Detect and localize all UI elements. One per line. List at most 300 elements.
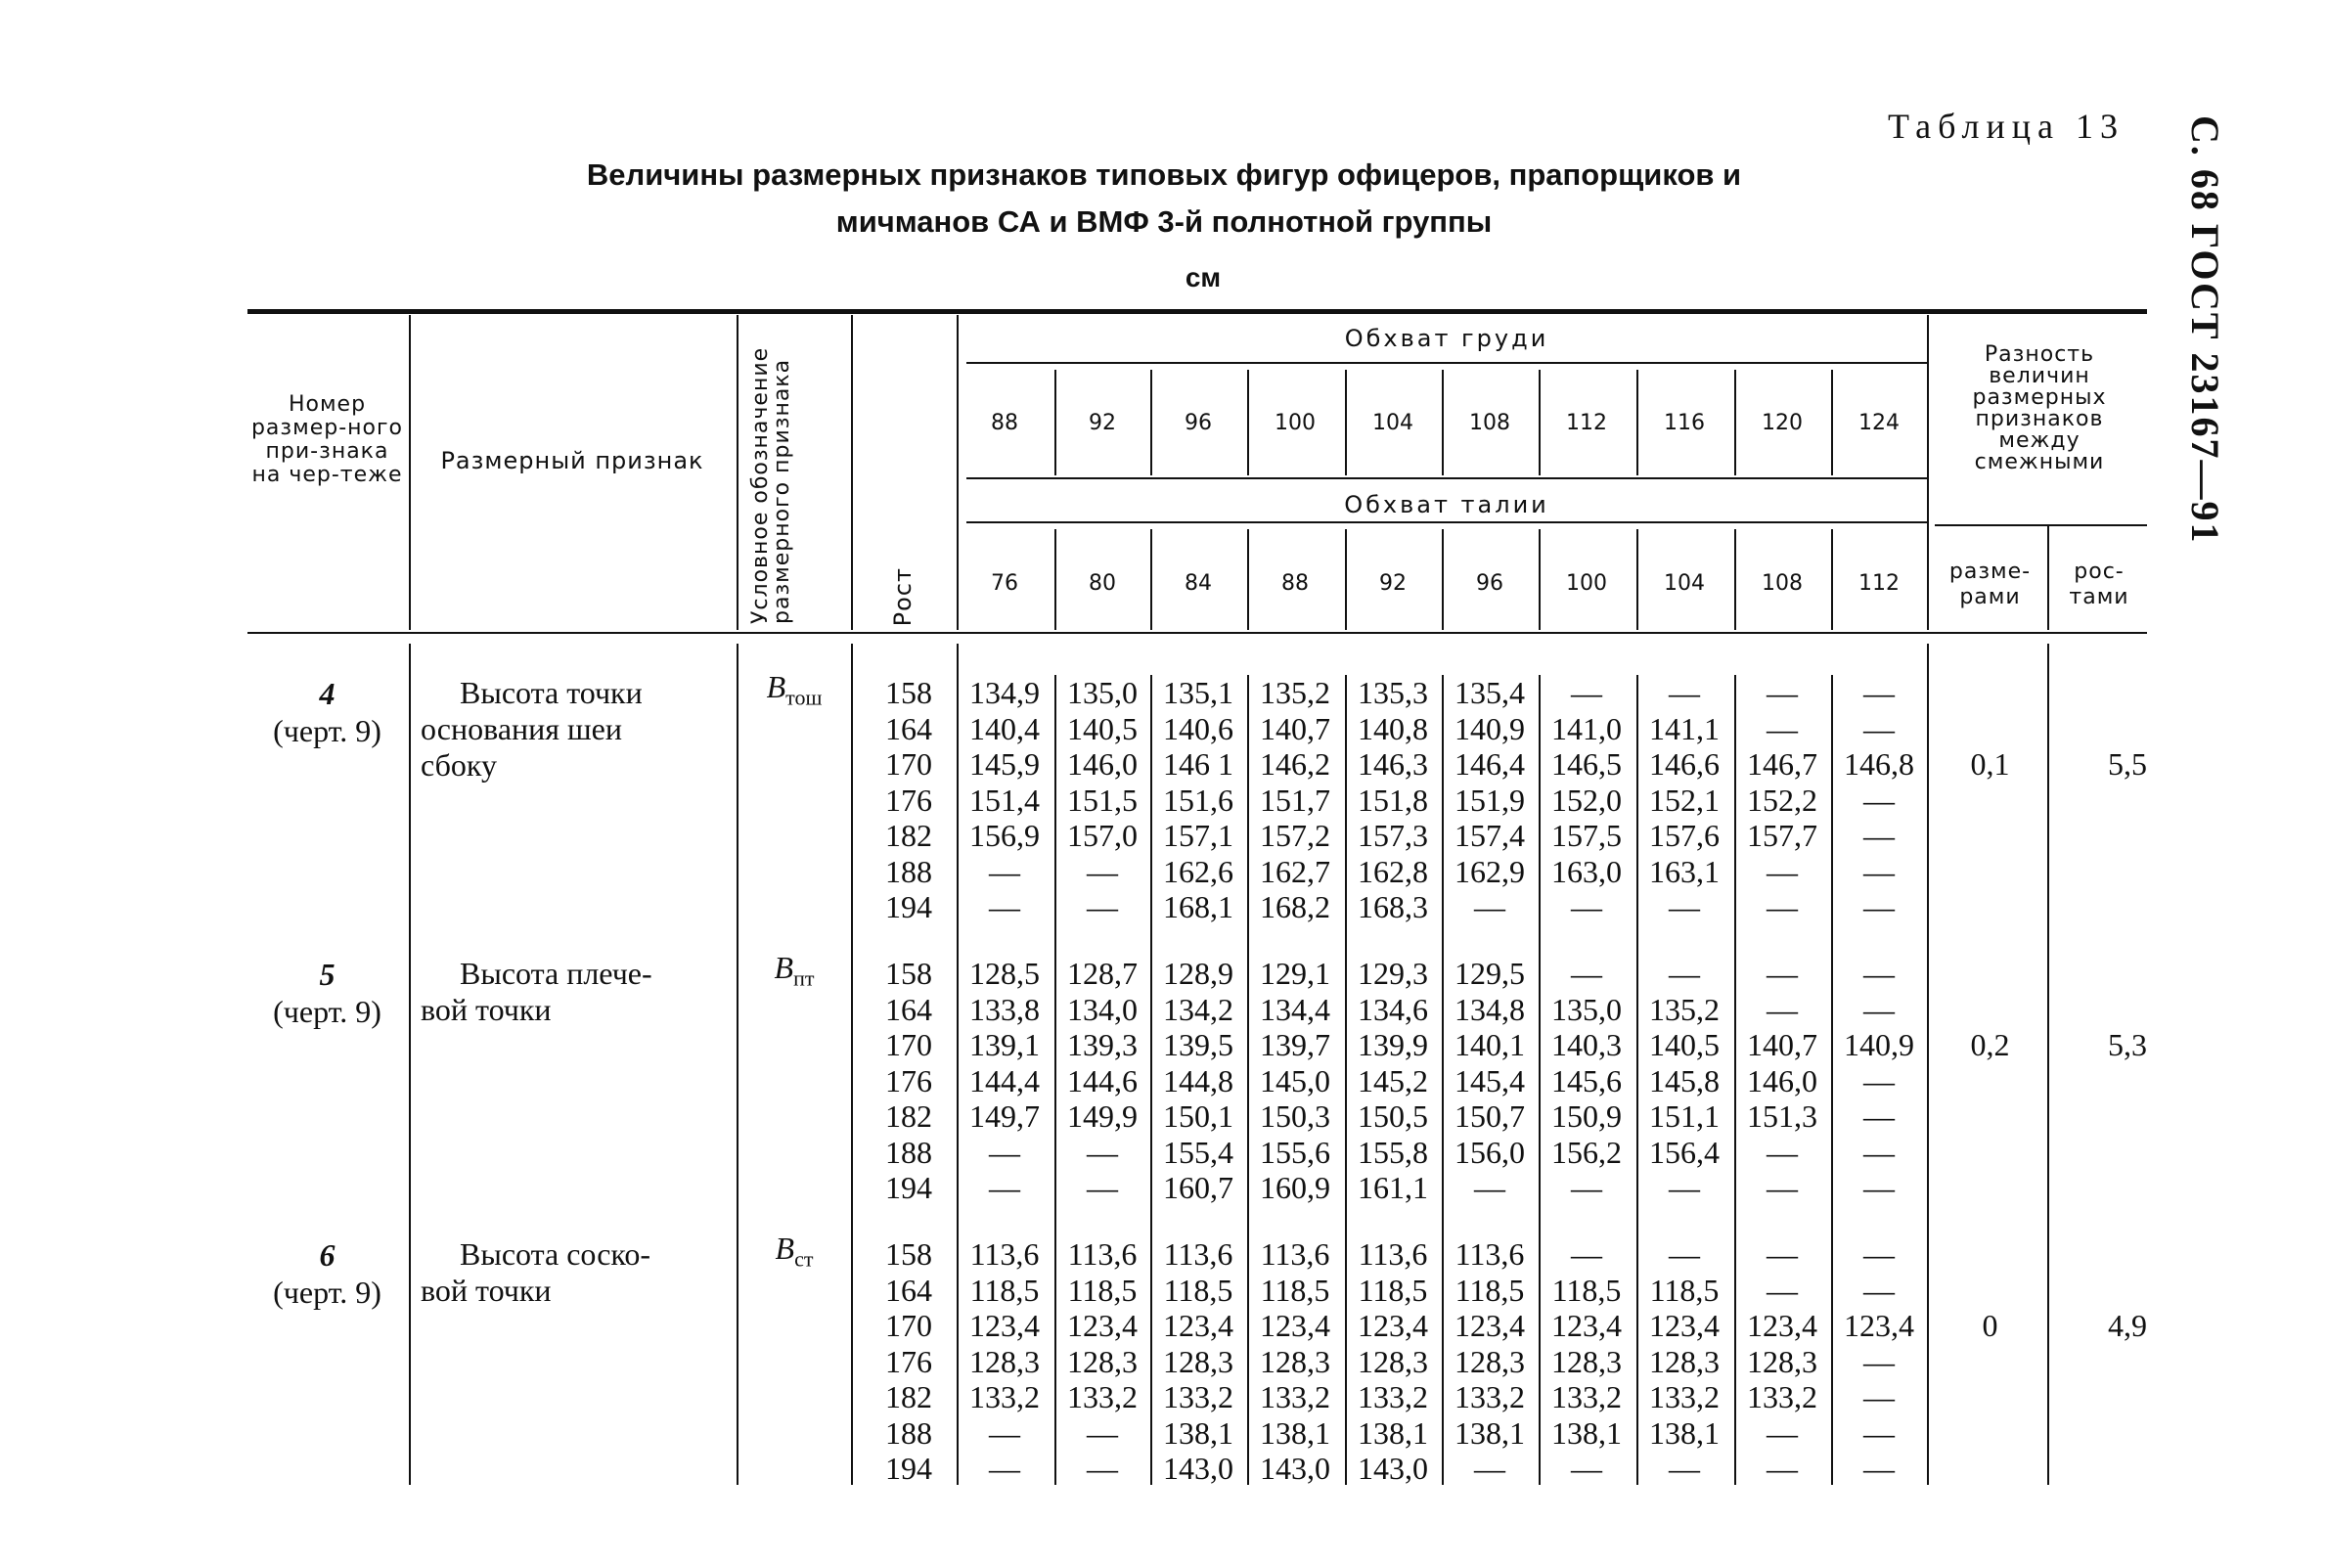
value-cell: 123,4 (969, 1308, 1040, 1343)
height-value: 158 (885, 675, 932, 710)
value-cell: 133,2 (1551, 1379, 1622, 1414)
value-cell: 123,4 (1551, 1308, 1622, 1343)
height-values (861, 1236, 957, 1487)
value-column (1345, 675, 1441, 925)
value-cell: 134,2 (1163, 991, 1233, 1027)
value-cell: 118,5 (1358, 1272, 1428, 1308)
header-vline (1927, 315, 1929, 630)
header-symbol-cell (741, 323, 847, 624)
value-cell: 128,3 (1454, 1343, 1525, 1379)
value-column (1054, 1236, 1150, 1487)
value-cell: 139,1 (969, 1027, 1040, 1062)
height-value: 176 (885, 782, 932, 818)
value-cell: 146 1 (1163, 746, 1233, 782)
value-cell: 133,2 (1747, 1379, 1817, 1414)
value-cell: 162,8 (1358, 853, 1428, 889)
value-column (1150, 675, 1246, 925)
height-value: 170 (885, 746, 932, 782)
value-cell: 128,3 (1551, 1343, 1622, 1379)
value-cell: — (1087, 1134, 1118, 1170)
value-cell: — (1087, 1414, 1118, 1451)
value-cell: — (1863, 1272, 1895, 1308)
value-cell: 123,4 (1067, 1308, 1138, 1343)
value-cell: 157,2 (1260, 818, 1330, 853)
height-value: 188 (885, 1414, 932, 1451)
value-cell: 141,0 (1551, 710, 1622, 746)
value-column (1345, 1236, 1441, 1487)
feature-number (247, 1236, 407, 1311)
value-cell: 162,6 (1163, 853, 1233, 889)
table-title (489, 152, 1839, 246)
feature-name-line: вой точки (421, 1273, 552, 1308)
diff-by-size: 0 (1982, 1308, 1998, 1343)
value-cell: — (1474, 1451, 1505, 1486)
value-cell: 144,4 (969, 1062, 1040, 1098)
height-value: 164 (885, 710, 932, 746)
value-cell: 113,6 (1067, 1236, 1138, 1272)
header-vline (409, 315, 411, 630)
value-cell: 133,2 (1163, 1379, 1233, 1414)
value-cell: 143,0 (1163, 1451, 1233, 1486)
feature-drawing-ref: (черт. 9) (273, 1275, 381, 1310)
value-cell: 128,3 (1067, 1343, 1138, 1379)
value-cell: — (1571, 889, 1602, 924)
value-cell: 138,1 (1358, 1414, 1428, 1451)
value-cell: — (1087, 1170, 1118, 1205)
value-cell: 138,1 (1551, 1414, 1622, 1451)
waist-value: 108 (1762, 571, 1803, 596)
value-cell: 140,6 (1163, 710, 1233, 746)
value-cell: 139,7 (1260, 1027, 1330, 1062)
value-cell: 128,3 (1260, 1343, 1330, 1379)
value-cell: — (1669, 889, 1700, 924)
header-diff-group: Разность величин размерных признаков между смежными (1972, 342, 2107, 474)
value-cell: 155,8 (1358, 1134, 1428, 1170)
height-value: 182 (885, 1098, 932, 1134)
feature-number-value: 5 (319, 957, 336, 992)
value-cell: 156,0 (1454, 1134, 1525, 1170)
value-cell: 157,0 (1067, 818, 1138, 853)
value-cell: 128,3 (1358, 1343, 1428, 1379)
value-cell: 133,2 (1358, 1379, 1428, 1414)
feature-symbol-subscript: тош (785, 685, 823, 710)
feature-name-line: Высота плече- (460, 956, 652, 991)
waist-value: 84 (1185, 571, 1212, 596)
value-cell: 135,0 (1067, 675, 1138, 710)
value-cell: 140,8 (1358, 710, 1428, 746)
value-cell: 168,1 (1163, 889, 1233, 924)
waist-value: 88 (1281, 571, 1309, 596)
value-cell: 162,7 (1260, 853, 1330, 889)
value-column (1054, 675, 1150, 925)
value-cell: 128,7 (1067, 956, 1138, 991)
header-waist-group: Обхват талии (1344, 491, 1549, 518)
value-cell: 146,0 (1067, 746, 1138, 782)
value-cell: 135,2 (1649, 991, 1720, 1027)
value-cell: — (1863, 818, 1895, 853)
value-cell: — (1669, 1236, 1700, 1272)
value-cell: 146,3 (1358, 746, 1428, 782)
value-column (1150, 1236, 1246, 1487)
value-column (1539, 1236, 1634, 1487)
value-column (1636, 675, 1732, 925)
value-cell: 152,2 (1747, 782, 1817, 818)
header-vline (851, 315, 853, 630)
value-cell: — (1863, 991, 1895, 1027)
height-value: 194 (885, 1170, 932, 1205)
value-cell: 123,4 (1358, 1308, 1428, 1343)
value-cell: 162,9 (1454, 853, 1525, 889)
value-column (1539, 675, 1634, 925)
height-value: 194 (885, 889, 932, 924)
value-cell: 138,1 (1163, 1414, 1233, 1451)
value-cell: — (989, 889, 1020, 924)
value-cell: 151,8 (1358, 782, 1428, 818)
value-cell: 145,2 (1358, 1062, 1428, 1098)
value-cell: 157,5 (1551, 818, 1622, 853)
value-cell: 113,6 (1260, 1236, 1330, 1272)
table-label: Таблица 13 (1888, 107, 2125, 146)
feature-symbol-subscript: ст (794, 1246, 814, 1272)
feature-symbol-base: В (774, 950, 794, 985)
value-cell: 128,3 (1163, 1343, 1233, 1379)
body-vline (2047, 644, 2049, 1485)
value-cell: 163,1 (1649, 853, 1720, 889)
value-cell: — (1863, 1451, 1895, 1486)
waist-value: 112 (1858, 571, 1900, 596)
value-cell: 151,5 (1067, 782, 1138, 818)
chest-value: 96 (1185, 411, 1212, 435)
diff-by-height: 5,3 (2108, 1027, 2147, 1062)
value-cell: 129,5 (1454, 956, 1525, 991)
value-cell: — (1863, 710, 1895, 746)
value-cell: 145,9 (969, 746, 1040, 782)
waist-value: 100 (1566, 571, 1607, 596)
header-feature: Размерный признак (440, 447, 704, 474)
value-cell: 145,8 (1649, 1062, 1720, 1098)
height-value: 182 (885, 1379, 932, 1414)
value-cell: 155,6 (1260, 1134, 1330, 1170)
feature-symbol (741, 1231, 847, 1272)
feature-drawing-ref: (черт. 9) (273, 994, 381, 1029)
chest-values-rule (966, 477, 1927, 479)
value-column (1247, 956, 1343, 1206)
value-cell: 135,1 (1163, 675, 1233, 710)
value-cell: 129,3 (1358, 956, 1428, 991)
value-cell: 151,6 (1163, 782, 1233, 818)
value-cell: 150,7 (1454, 1098, 1525, 1134)
value-cell: 140,9 (1844, 1027, 1914, 1062)
value-cell: 123,4 (1454, 1308, 1525, 1343)
title-line-1: Величины размерных признаков типовых фигур офицеров, прапорщиков и (586, 157, 1742, 192)
value-cell: 128,5 (969, 956, 1040, 991)
value-cell: 144,8 (1163, 1062, 1233, 1098)
value-cell: 123,4 (1649, 1308, 1720, 1343)
value-cell: 133,2 (1067, 1379, 1138, 1414)
chest-group-rule (966, 362, 1927, 364)
value-cell: — (1474, 889, 1505, 924)
feature-name-line: сбоку (421, 747, 497, 783)
value-cell: 134,8 (1454, 991, 1525, 1027)
value-column (1539, 956, 1634, 1206)
header-vline (2047, 526, 2049, 630)
value-cell: — (1863, 1098, 1895, 1134)
value-cell: 157,6 (1649, 818, 1720, 853)
value-cell: 146,2 (1260, 746, 1330, 782)
value-cell: 156,4 (1649, 1134, 1720, 1170)
value-cell: 156,2 (1551, 1134, 1622, 1170)
feature-symbol (741, 950, 847, 991)
value-cell: 113,6 (1358, 1236, 1428, 1272)
value-cell: 161,1 (1358, 1170, 1428, 1205)
value-cell: 133,2 (969, 1379, 1040, 1414)
header-vline (737, 315, 738, 630)
value-cell: 118,5 (1067, 1272, 1138, 1308)
value-cell: 139,9 (1358, 1027, 1428, 1062)
value-cell: — (1669, 675, 1700, 710)
value-cell: 144,6 (1067, 1062, 1138, 1098)
value-cell: — (1767, 1272, 1798, 1308)
title-line-2: мичманов СА и ВМФ 3-й полнотной группы (835, 204, 1493, 239)
value-cell: 143,0 (1260, 1451, 1330, 1486)
value-cell: 133,2 (1454, 1379, 1525, 1414)
value-cell: 140,7 (1747, 1027, 1817, 1062)
value-cell: 157,1 (1163, 818, 1233, 853)
value-cell: — (1474, 1170, 1505, 1205)
value-cell: 145,4 (1454, 1062, 1525, 1098)
value-cell: 118,5 (1551, 1272, 1622, 1308)
chest-value: 108 (1469, 411, 1510, 435)
feature-number (247, 956, 407, 1030)
value-cell: 123,4 (1163, 1308, 1233, 1343)
waist-value: 92 (1379, 571, 1407, 596)
header-symbol: Условное обозначение размерного признака (748, 346, 794, 624)
value-cell: 160,9 (1260, 1170, 1330, 1205)
feature-name-line: Высота точки (460, 675, 643, 710)
value-cell: — (1087, 889, 1118, 924)
value-cell: 128,3 (969, 1343, 1040, 1379)
value-cell: — (1863, 853, 1895, 889)
value-column (1442, 956, 1538, 1206)
value-cell: 140,5 (1649, 1027, 1720, 1062)
value-cell: 134,6 (1358, 991, 1428, 1027)
chest-value: 124 (1858, 411, 1900, 435)
value-cell: 146,5 (1551, 746, 1622, 782)
value-cell: — (1767, 853, 1798, 889)
value-column (1734, 675, 1830, 925)
value-cell: 128,3 (1649, 1343, 1720, 1379)
value-cell: 134,4 (1260, 991, 1330, 1027)
value-cell: 155,4 (1163, 1134, 1233, 1170)
feature-name-line: основания шеи (421, 711, 622, 746)
value-cell: — (1863, 956, 1895, 991)
value-cell: — (1863, 675, 1895, 710)
value-cell: 157,7 (1747, 818, 1817, 853)
value-cell: — (1669, 956, 1700, 991)
feature-name-line: вой точки (421, 992, 552, 1027)
value-column (1831, 1236, 1927, 1487)
header-diff-sizes: разме-рами (1948, 560, 2032, 609)
value-cell: 146,8 (1844, 746, 1914, 782)
chest-value: 120 (1762, 411, 1803, 435)
value-cell: 135,2 (1260, 675, 1330, 710)
value-cell: 143,0 (1358, 1451, 1428, 1486)
height-value: 188 (885, 853, 932, 889)
feature-name (421, 675, 734, 784)
feature-name (421, 956, 734, 1028)
chest-value: 104 (1372, 411, 1413, 435)
height-value: 158 (885, 1236, 932, 1272)
value-cell: 146,0 (1747, 1062, 1817, 1098)
value-cell: 151,3 (1747, 1098, 1817, 1134)
header-bottom-rule (247, 632, 2147, 634)
value-cell: 123,4 (1260, 1308, 1330, 1343)
value-column (1734, 956, 1830, 1206)
value-cell: — (1571, 1170, 1602, 1205)
waist-value: 96 (1476, 571, 1503, 596)
diff-by-size: 0,1 (1970, 746, 2010, 782)
value-cell: 134,9 (969, 675, 1040, 710)
value-cell: — (1863, 1236, 1895, 1272)
feature-number-value: 6 (319, 1237, 336, 1273)
value-cell: 156,9 (969, 818, 1040, 853)
value-column (1345, 956, 1441, 1206)
height-value: 194 (885, 1451, 932, 1486)
height-values (861, 956, 957, 1206)
chest-value: 88 (991, 411, 1018, 435)
value-cell: 135,4 (1454, 675, 1525, 710)
value-cell: — (1087, 1451, 1118, 1486)
waist-group-rule (966, 521, 1927, 523)
page-side-header: С. 68 ГОСТ 23167—91 (2183, 115, 2227, 545)
feature-symbol-subscript: пт (793, 965, 815, 991)
value-column (957, 956, 1052, 1206)
value-cell: 168,3 (1358, 889, 1428, 924)
value-cell: 152,1 (1649, 782, 1720, 818)
value-cell: — (1767, 1236, 1798, 1272)
feature-number-value: 4 (319, 676, 336, 711)
value-cell: 157,3 (1358, 818, 1428, 853)
value-cell: 160,7 (1163, 1170, 1233, 1205)
header-diff-heights: рос-тами (2069, 560, 2129, 609)
value-cell: 149,9 (1067, 1098, 1138, 1134)
value-column (957, 675, 1052, 925)
value-cell: 146,7 (1747, 746, 1817, 782)
value-column (1054, 956, 1150, 1206)
value-cell: — (1863, 782, 1895, 818)
value-cell: 149,7 (969, 1098, 1040, 1134)
height-value: 176 (885, 1343, 932, 1379)
value-cell: — (989, 1414, 1020, 1451)
value-cell: — (1571, 675, 1602, 710)
value-cell: — (1767, 956, 1798, 991)
diff-by-size: 0,2 (1970, 1027, 2010, 1062)
value-cell: — (989, 1134, 1020, 1170)
value-cell: — (989, 1170, 1020, 1205)
feature-drawing-ref: (черт. 9) (273, 713, 381, 748)
value-cell: 135,0 (1551, 991, 1622, 1027)
value-cell: 150,1 (1163, 1098, 1233, 1134)
value-cell: 140,9 (1454, 710, 1525, 746)
value-cell: — (1767, 991, 1798, 1027)
value-cell: 151,9 (1454, 782, 1525, 818)
value-cell: 128,3 (1747, 1343, 1817, 1379)
value-cell: 145,6 (1551, 1062, 1622, 1098)
value-cell: 113,6 (1163, 1236, 1233, 1272)
value-cell: 150,5 (1358, 1098, 1428, 1134)
value-cell: 168,2 (1260, 889, 1330, 924)
value-cell: 118,5 (969, 1272, 1040, 1308)
unit-label: см (1185, 262, 1222, 292)
value-cell: 140,4 (969, 710, 1040, 746)
value-cell: 133,8 (969, 991, 1040, 1027)
header-number: Номер размер-ного при-знака на чер-теже (250, 392, 404, 487)
value-cell: 138,1 (1649, 1414, 1720, 1451)
height-value: 182 (885, 818, 932, 853)
value-cell: 113,6 (1454, 1236, 1525, 1272)
value-cell: 139,3 (1067, 1027, 1138, 1062)
feature-name-line: Высота соско- (460, 1236, 650, 1272)
value-cell: — (1863, 1414, 1895, 1451)
chest-value: 116 (1664, 411, 1705, 435)
value-cell: 133,2 (1649, 1379, 1720, 1414)
body-vline (409, 644, 411, 1485)
body-vline (737, 644, 738, 1485)
value-cell: — (1767, 889, 1798, 924)
diff-group-rule (1935, 524, 2147, 526)
value-cell: 151,4 (969, 782, 1040, 818)
waist-value: 80 (1089, 571, 1116, 596)
value-cell: 140,5 (1067, 710, 1138, 746)
value-cell: 157,4 (1454, 818, 1525, 853)
value-cell: — (1767, 1134, 1798, 1170)
value-cell: 152,0 (1551, 782, 1622, 818)
value-cell: — (1767, 710, 1798, 746)
value-cell: — (1863, 1062, 1895, 1098)
value-cell: 118,5 (1260, 1272, 1330, 1308)
height-value: 170 (885, 1027, 932, 1062)
value-column (1636, 956, 1732, 1206)
height-value: 170 (885, 1308, 932, 1343)
value-cell: 163,0 (1551, 853, 1622, 889)
feature-symbol (741, 669, 847, 710)
value-cell: — (1863, 1343, 1895, 1379)
header-height: Рост (889, 566, 917, 626)
value-cell: 150,3 (1260, 1098, 1330, 1134)
height-value: 176 (885, 1062, 932, 1098)
value-column (1636, 1236, 1732, 1487)
value-cell: — (1571, 1451, 1602, 1486)
value-cell: 145,0 (1260, 1062, 1330, 1098)
value-column (1734, 1236, 1830, 1487)
value-cell: 123,4 (1747, 1308, 1817, 1343)
height-value: 158 (885, 956, 932, 991)
waist-value: 104 (1664, 571, 1705, 596)
value-cell: 123,4 (1844, 1308, 1914, 1343)
value-cell: — (1863, 1379, 1895, 1414)
value-cell: 140,3 (1551, 1027, 1622, 1062)
chest-value: 100 (1275, 411, 1316, 435)
value-cell: — (1863, 889, 1895, 924)
value-cell: 133,2 (1260, 1379, 1330, 1414)
value-cell: 118,5 (1163, 1272, 1233, 1308)
value-cell: 129,1 (1260, 956, 1330, 991)
value-cell: 140,1 (1454, 1027, 1525, 1062)
value-column (1831, 675, 1927, 925)
height-values (861, 675, 957, 925)
value-column (1247, 675, 1343, 925)
value-cell: — (1863, 1134, 1895, 1170)
